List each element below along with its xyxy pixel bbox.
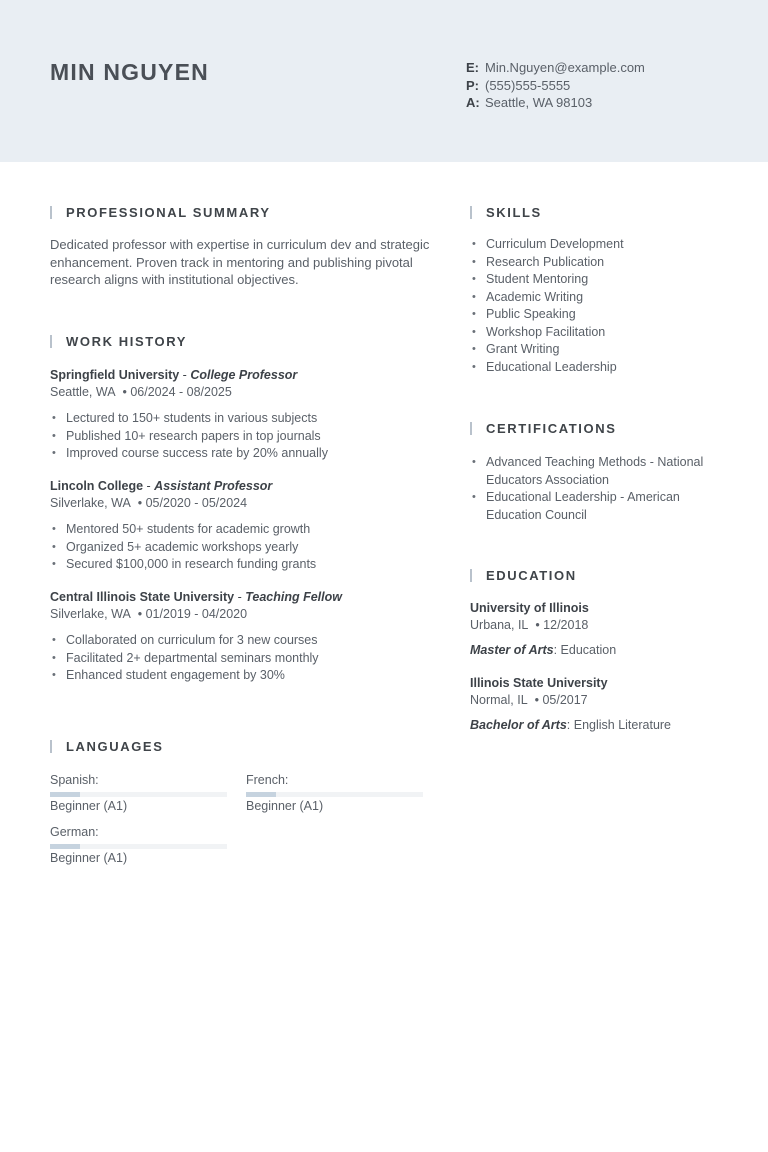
language-name: German: <box>50 825 99 839</box>
education-field: English Literature <box>573 718 672 732</box>
job-dates: 06/2024 - 08/2025 <box>130 385 232 399</box>
list-item: • Collaborated on curriculum for 3 new courses <box>50 632 430 650</box>
contact-address-value: Seattle, WA 98103 <box>485 95 593 110</box>
list-item: • Student Mentoring <box>470 271 730 289</box>
job-meta: Silverlake, WA • 05/2020 - 05/2024 <box>50 496 248 510</box>
job-role: Assistant Professor <box>154 479 273 493</box>
education-location: Normal, IL <box>470 693 528 707</box>
job-bullets <box>50 632 430 685</box>
list-item: • Educational Leadership <box>470 359 730 377</box>
list-item: • Grant Writing <box>470 341 730 359</box>
skills-heading <box>470 205 542 220</box>
education-heading-text: EDUCATION <box>486 568 577 583</box>
job-org: Central Illinois State University <box>50 590 235 604</box>
list-item: • Educational Leadership - American Education Council <box>470 489 720 524</box>
job-location: Seattle, WA <box>50 385 116 399</box>
contact-address <box>466 94 645 112</box>
language-proficiency-fill <box>50 792 80 797</box>
heading-accent-bar <box>470 569 472 582</box>
language-item <box>50 824 227 867</box>
list-item: • Secured $100,000 in research funding grants <box>50 556 430 574</box>
job-entry <box>50 367 430 463</box>
contact-phone <box>466 77 645 95</box>
job-separator: - <box>143 479 155 493</box>
work-heading <box>50 334 187 349</box>
contact-email-label: E: <box>466 60 479 75</box>
language-item <box>50 772 227 815</box>
language-level: Beginner (A1) <box>50 799 128 813</box>
list-item: • Improved course success rate by 20% annually <box>50 445 430 463</box>
skills-heading-text: SKILLS <box>486 205 542 220</box>
job-title <box>50 367 430 384</box>
contact-email-value[interactable]: Min.Nguyen@example.com <box>485 60 645 75</box>
contact-phone-value: (555)555-5555 <box>485 77 571 93</box>
contact-address-label: A: <box>466 95 480 110</box>
certifications-heading-text: CERTIFICATIONS <box>486 421 617 436</box>
candidate-name: MIN NGUYEN <box>50 59 209 85</box>
job-org: Springfield University <box>50 368 180 382</box>
contact-phone-label: P: <box>466 77 479 93</box>
education-meta: Normal, IL • 05/2017 <box>470 693 588 707</box>
job-separator: - <box>179 368 191 382</box>
languages-heading <box>50 739 163 754</box>
resume-header <box>0 0 768 162</box>
list-item: • Curriculum Development <box>470 236 730 254</box>
contact-email <box>466 59 645 77</box>
list-item: • Mentored 50+ students for academic growth <box>50 521 430 539</box>
education-degree: Master of Arts: Education <box>470 643 617 657</box>
education-entry <box>470 600 730 659</box>
languages-heading-text: LANGUAGES <box>66 739 164 754</box>
list-item: • Organized 5+ academic workshops yearly <box>50 539 430 557</box>
education-degree-name: Bachelor of Arts <box>470 718 567 732</box>
heading-accent-bar <box>50 206 52 219</box>
language-name: Spanish: <box>50 773 99 787</box>
certifications-heading <box>470 421 617 436</box>
language-proficiency-fill <box>50 844 80 849</box>
summary-text: Dedicated professor with expertise in curriculum dev and strategic enhancement. Proven track in mentoring and publishing pivotal research aligns with institutional objectives. <box>50 237 430 287</box>
heading-accent-bar <box>470 422 472 435</box>
list-item: • Research Publication <box>470 254 730 272</box>
language-name: French: <box>246 773 289 787</box>
education-date: 12/2018 <box>543 618 589 632</box>
list-item: • Lectured to 150+ students in various subjects <box>50 410 430 428</box>
heading-accent-bar <box>470 206 472 219</box>
work-heading-text: WORK HISTORY <box>66 334 188 349</box>
language-proficiency-bar <box>50 792 227 797</box>
education-school: University of Illinois <box>470 601 589 615</box>
education-location: Urbana, IL <box>470 618 529 632</box>
skills-list <box>470 236 730 376</box>
heading-accent-bar <box>50 740 52 753</box>
list-item: • Published 10+ research papers in top journals <box>50 428 430 446</box>
education-entry <box>470 675 730 734</box>
language-item <box>246 772 423 815</box>
job-dates: 01/2019 - 04/2020 <box>145 607 248 621</box>
language-level: Beginner (A1) <box>50 851 128 865</box>
job-entry <box>50 589 430 685</box>
job-bullets <box>50 410 430 463</box>
certifications-list <box>470 454 720 524</box>
education-degree-name: Master of Arts <box>470 643 554 657</box>
list-item: • Facilitated 2+ departmental seminars monthly <box>50 650 430 668</box>
summary-heading-text: PROFESSIONAL SUMMARY <box>66 205 271 220</box>
education-heading <box>470 568 577 583</box>
list-item: • Advanced Teaching Methods - National Educators Association <box>470 454 720 489</box>
contact-info <box>466 59 645 112</box>
education-school: Illinois State University <box>470 676 608 690</box>
list-item: • Enhanced student engagement by 30% <box>50 667 430 685</box>
job-separator: - <box>234 590 246 604</box>
job-bullets <box>50 521 430 574</box>
job-role: College Professor <box>190 368 298 382</box>
education-meta: Urbana, IL • 12/2018 <box>470 618 589 632</box>
education-degree: Bachelor of Arts: English Literature <box>470 718 672 732</box>
summary-heading <box>50 205 271 220</box>
job-meta: Silverlake, WA • 01/2019 - 04/2020 <box>50 607 248 621</box>
list-item: • Public Speaking <box>470 306 730 324</box>
job-meta: Seattle, WA • 06/2024 - 08/2025 <box>50 385 232 399</box>
language-level: Beginner (A1) <box>246 799 324 813</box>
job-location: Silverlake, WA <box>50 607 131 621</box>
language-proficiency-bar <box>50 844 227 849</box>
education-field: Education <box>560 643 617 657</box>
job-title <box>50 589 430 606</box>
language-proficiency-fill <box>246 792 276 797</box>
job-org: Lincoln College <box>50 479 144 493</box>
list-item: • Academic Writing <box>470 289 730 307</box>
job-dates: 05/2020 - 05/2024 <box>145 496 248 510</box>
heading-accent-bar <box>50 335 52 348</box>
education-date: 05/2017 <box>542 693 588 707</box>
job-role: Teaching Fellow <box>245 590 342 604</box>
job-location: Silverlake, WA <box>50 496 131 510</box>
language-proficiency-bar <box>246 792 423 797</box>
job-entry <box>50 478 430 574</box>
job-title <box>50 478 430 495</box>
list-item: • Workshop Facilitation <box>470 324 730 342</box>
